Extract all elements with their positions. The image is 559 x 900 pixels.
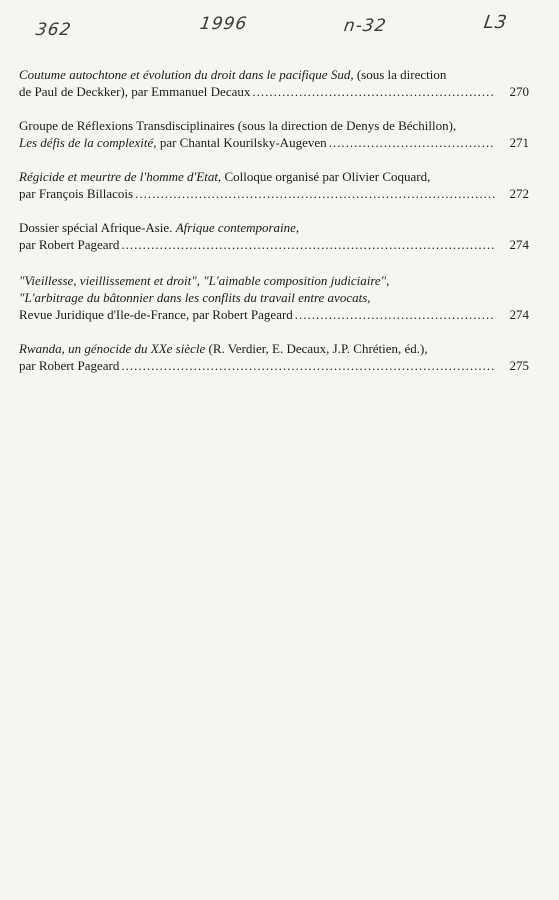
entry-last-line	[19, 83, 529, 100]
leader-dots	[135, 185, 495, 202]
entry-author: par Robert Pageard	[19, 237, 120, 252]
entry-last-line	[19, 357, 529, 374]
toc-entry	[19, 272, 529, 323]
handwritten-note-3: n-32	[342, 16, 388, 36]
entry-author	[19, 134, 327, 151]
page-number: 272	[509, 186, 529, 201]
page-number: 275	[509, 358, 529, 373]
toc-entry	[19, 219, 529, 253]
page-number: 274	[509, 237, 529, 252]
entry-last-line	[19, 134, 529, 151]
entry-author: de Paul de Deckker), par Emmanuel Decaux	[19, 84, 251, 99]
entry-last-line	[19, 306, 529, 323]
toc-entry	[19, 66, 529, 100]
entry-text: Dossier spécial Afrique-Asie.	[19, 220, 176, 235]
entry-line	[19, 168, 529, 185]
leader-dots	[252, 83, 495, 100]
entry-author: Revue Juridique d'Ile-de-France, par Robert Pageard	[19, 307, 293, 322]
entry-author: par François Billacois	[19, 186, 134, 201]
toc-entry	[19, 340, 529, 374]
entry-last-line	[19, 185, 529, 202]
entry-line	[19, 66, 529, 83]
toc-entry	[19, 117, 529, 151]
entry-title: "Vieillesse, vieillissement et droit", "L'aimable composition judiciaire",	[19, 273, 390, 288]
entry-line	[19, 219, 529, 236]
entry-author: par Robert Pageard	[19, 358, 120, 373]
table-of-contents	[19, 66, 529, 391]
entry-text: par Chantal Kourilsky-Augeven	[156, 135, 327, 150]
handwritten-note-1: 362	[34, 20, 73, 40]
toc-entry	[19, 168, 529, 202]
entry-line: Groupe de Réflexions Transdisciplinaires (sous la direction de Denys de Béchillon),	[19, 118, 457, 133]
entry-title: Régicide et meurtre de l'homme d'Etat,	[19, 169, 222, 184]
leader-dots	[121, 236, 495, 253]
entry-title: Rwanda, un génocide du XXe siècle	[19, 341, 206, 356]
page-number: 270	[509, 84, 529, 99]
entry-title: Coutume autochtone et évolution du droit dans le pacifique Sud,	[19, 67, 354, 82]
leader-dots	[329, 134, 495, 151]
page-number: 274	[509, 307, 529, 322]
entry-text: (R. Verdier, E. Decaux, J.P. Chrétien, éd.),	[205, 341, 428, 356]
leader-dots	[295, 306, 495, 323]
leader-dots	[121, 357, 495, 374]
entry-title: "L'arbitrage du bâtonnier dans les conflits du travail entre avocats,	[19, 290, 371, 305]
entry-title: Afrique contemporaine,	[175, 220, 300, 235]
entry-text: Colloque organisé par Olivier Coquard,	[221, 169, 431, 184]
entry-title: Les défis de la complexité,	[19, 135, 157, 150]
entry-line	[19, 340, 529, 357]
page-number: 271	[509, 135, 529, 150]
handwritten-note-2: 1996	[198, 14, 249, 34]
entry-text: (sous la direction	[353, 67, 447, 82]
entry-last-line	[19, 236, 529, 253]
handwritten-note-4: L3	[482, 12, 509, 33]
